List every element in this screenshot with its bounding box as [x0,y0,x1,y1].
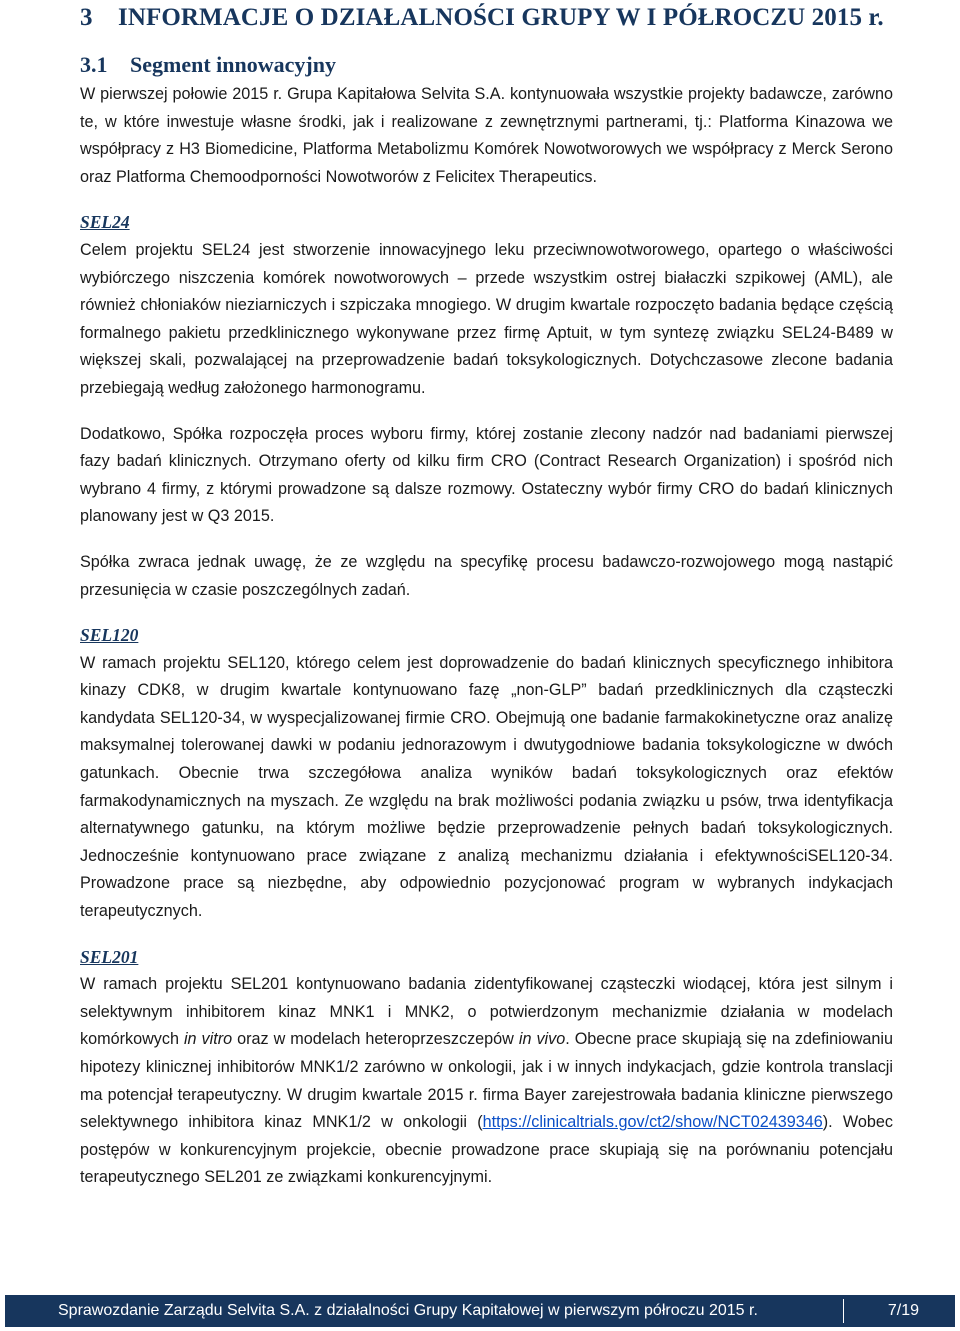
sel24-subheading: SEL24 [80,212,130,233]
page-footer [5,1295,955,1327]
in-vivo-term: in vivo [518,1030,566,1049]
footer-title: Sprawozdanie Zarządu Selvita S.A. z działalności Grupy Kapitałowej w pierwszym półroczu 2015 r. [58,1302,758,1319]
chapter-title: INFORMACJE O DZIAŁALNOŚCI GRUPY W I PÓŁROCZU 2015 r. [118,4,884,31]
section-heading [80,52,336,78]
clinicaltrials-link[interactable]: https://clinicaltrials.gov/ct2/show/NCT02439346 [482,1113,823,1132]
sel120-subheading: SEL120 [80,625,139,646]
body-text [80,81,893,1192]
section-number: 3.1 [80,52,108,77]
footer-divider [843,1299,844,1323]
sel24-paragraph-2: Dodatkowo, Spółka rozpoczęła proces wyboru firmy, której zostanie zlecony nadzór nad badaniami pierwszej fazy badań klinicznych. Otrzymano oferty od kilku firm CRO (Contract Research Organization) i spośród nich wybrano 4 firmy, z którymi prowadzone są dalsze rozmowy. Ostateczny wybór firmy CRO do badań klinicznych planowany jest w Q3 2015. [80,424,893,526]
page-number: 7/19 [887,1302,919,1319]
sel201-subheading: SEL201 [80,946,139,967]
chapter-number: 3 [80,4,93,31]
in-vitro-term: in vitro [183,1030,233,1049]
section-title: Segment innowacyjny [130,52,336,77]
sel24-paragraph-1: Celem projektu SEL24 jest stworzenie innowacyjnego leku przeciwnowotworowego, opartego o właściwości wybiórczego niszczenia komórek nowotworowych – przede wszystkim ostrej białaczki szpikowej (AML), ale również chłoniaków nieziarniczych i szpiczaka mnogiego. W drugim kwartale rozpoczęto badania będące częścią formalnego pakietu przedklinicznego wykonywane przez firmę Aptuit, w tym syntezę związku SEL24-B489 w większej skali, pozwalającej na przeprowadzenie badań toksykologicznych. Dotychczasowe zlecone badania przebiegają według założonego harmonogramu. [80,240,893,397]
intro-paragraph: W pierwszej połowie 2015 r. Grupa Kapitałowa Selvita S.A. kontynuowała wszystkie projekty badawcze, zarówno te, w które inwestuje własne środki, jak i realizowane z zewnętrznymi partnerami, tj.: Platforma Kinazowa we współpracy z H3 Biomedicine, Platforma Metabolizmu Komórek Nowotworowych we współpracy z Merck Serono oraz Platforma Chemoodporności Nowotworów z Felicitex Therapeutics. [80,85,893,186]
sel201-paragraph: W ramach projektu SEL201 kontynuowano badania zidentyfikowanej cząsteczki wiodącej, która jest silnym i selektywnym inhibitorem kinaz MNK1 i MNK2, o potwierdzonym mechanizmie działania w modelach komórkowych in vitro oraz w modelach heteroprzeszczepów in vivo. Obecne prace skupiają się na zdefiniowaniu hipotezy klinicznej inhibitorów MNK1/2 zarówno w onkologii, jak i w innych indykacjach, gdzie kontrola translacji ma potencjał terapeutyczny. W drugim kwartale 2015 r. firma Bayer zarejestrowała badania kliniczne pierwszego selektywnego inhibitora kinaz MNK1/2 w onkologii (https://clinicaltrials.gov/ct2/show/NCT02439346). Wobec postępów w konkurencyjnym projekcie, obecnie prowadzone prace skupiają się na porównaniu potencjału terapeutycznego SEL201 ze związkami konkurencyjnymi. [80,975,893,1187]
sel24-paragraph-3: Spółka zwraca jednak uwagę, że ze względu na specyfikę procesu badawczo-rozwojowego mogą nastąpić przesunięcia w czasie poszczególnych zadań. [80,552,893,599]
sel120-paragraph: W ramach projektu SEL120, którego celem jest doprowadzenie do badań klinicznych specyficznego inhibitora kinazy CDK8, w drugim kwartale kontynuowano fazę „non-GLP” badań przedklinicznych dla cząsteczki kandydata SEL120-34, w wyspecjalizowanej firmie CRO. Obejmują one badanie farmakokinetyczne oraz analizę maksymalnej tolerowanej dawki w podaniu jednorazowym i dwutygodniowe badania toksykologiczne w dwóch gatunkach. Obecnie trwa szczegółowa analiza wyników badań toksykologicznych oraz efektów farmakodynamicznych na myszach. Ze względu na brak możliwości podania związku u psów, trwa identyfikacja alternatywnego gatunku, na którym możliwe będzie przeprowadzenie pełnych badań toksykologicznych. Jednocześnie kontynuowano prace związane z analizą mechanizmu działania i efektywnościSEL120-34. Prowadzone prace są niezbędne, aby odpowiednio pozycjonować program w wybranych indykacjach terapeutycznych. [80,653,893,921]
chapter-heading [80,4,884,32]
